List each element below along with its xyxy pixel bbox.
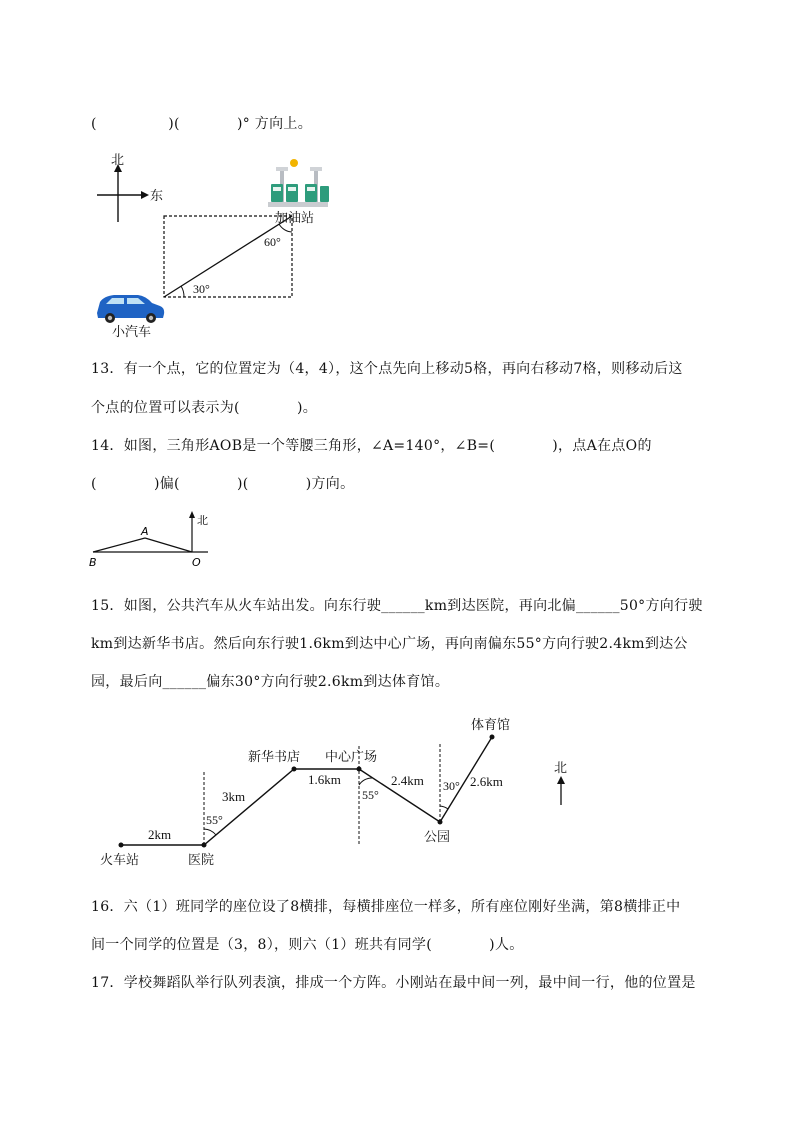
park-label: 公园 [424, 830, 451, 845]
stadium-label: 体育馆 [471, 718, 511, 733]
point-a-label: A [141, 525, 149, 538]
train-station-dot [119, 843, 124, 848]
distance-1-6km: 1.6km [308, 772, 341, 787]
hospital-dot [202, 843, 207, 848]
distance-2-4km: 2.4km [391, 773, 424, 788]
point-o-label: O [192, 556, 201, 569]
route-path [121, 737, 492, 845]
stadium-dot [490, 735, 495, 740]
angle-60-label: 60° [264, 235, 281, 249]
q15-line1: 15．如图，公共汽车从火车站出发。向东行驶______km到达医院，再向北偏______50°方向行驶 [91, 598, 703, 614]
angle-arc-plaza [359, 778, 372, 785]
gas-station-label: 加油站 [275, 211, 315, 226]
plaza-dot [357, 767, 362, 772]
hospital-label: 医院 [188, 853, 215, 868]
plaza-label: 中心广场 [325, 750, 378, 765]
distance-2-6km: 2.6km [470, 774, 503, 789]
car-label: 小汽车 [112, 325, 152, 340]
north-arrow-icon [557, 776, 565, 784]
compass-east-label: 东 [150, 189, 164, 204]
bookstore-label: 新华书店 [248, 750, 301, 765]
park-dot [438, 820, 443, 825]
bookstore-dot [292, 767, 297, 772]
q13-line2: 个点的位置可以表示为( )。 [91, 400, 318, 416]
angle-30-label: 30° [193, 282, 210, 296]
q12-answer-line: ( )( )° 方向上。 [91, 116, 312, 132]
north-label: 北 [554, 761, 568, 776]
distance-2km: 2km [148, 827, 172, 842]
north-label: 北 [197, 514, 208, 527]
q15-line3: 园，最后向______偏东30°方向行驶2.6km到达体育馆。 [91, 674, 450, 690]
q14-line1: 14．如图，三角形AOB是一个等腰三角形，∠A=140°，∠B=( )，点A在点O的 [91, 438, 652, 454]
q16-line1: 16．六（1）班同学的座位设了8横排，每横排座位一样多，所有座位刚好坐满，第8横排正中 [91, 899, 681, 915]
q17-line1: 17．学校舞蹈队举行队列表演，排成一个方阵。小刚站在最中间一列，最中间一行，他的位置是 [91, 975, 696, 991]
q14-line2: ( )偏( )( )方向。 [91, 476, 355, 492]
point-b-label: B [89, 556, 97, 569]
angle-arc-hospital [204, 829, 216, 835]
angle-55-plaza: 55° [362, 788, 379, 802]
angle-55-hospital: 55° [206, 813, 223, 827]
q13-line1: 13．有一个点，它的位置定为（4，4），这个点先向上移动5格，再向右移动7格，则移动后这 [91, 361, 683, 377]
train-station-label: 火车站 [100, 853, 140, 868]
angle-arc-park [440, 806, 448, 809]
compass-north-label: 北 [111, 153, 125, 168]
angle-30-park: 30° [443, 779, 460, 793]
distance-3km: 3km [222, 789, 246, 804]
q15-line2: km到达新华书店。然后向东行驶1.6km到达中心广场，再向南偏东55°方向行驶2.4km到达公 [91, 636, 688, 652]
q16-line2: 间一个同学的位置是（3，8），则六（1）班共有同学( )人。 [91, 937, 524, 953]
